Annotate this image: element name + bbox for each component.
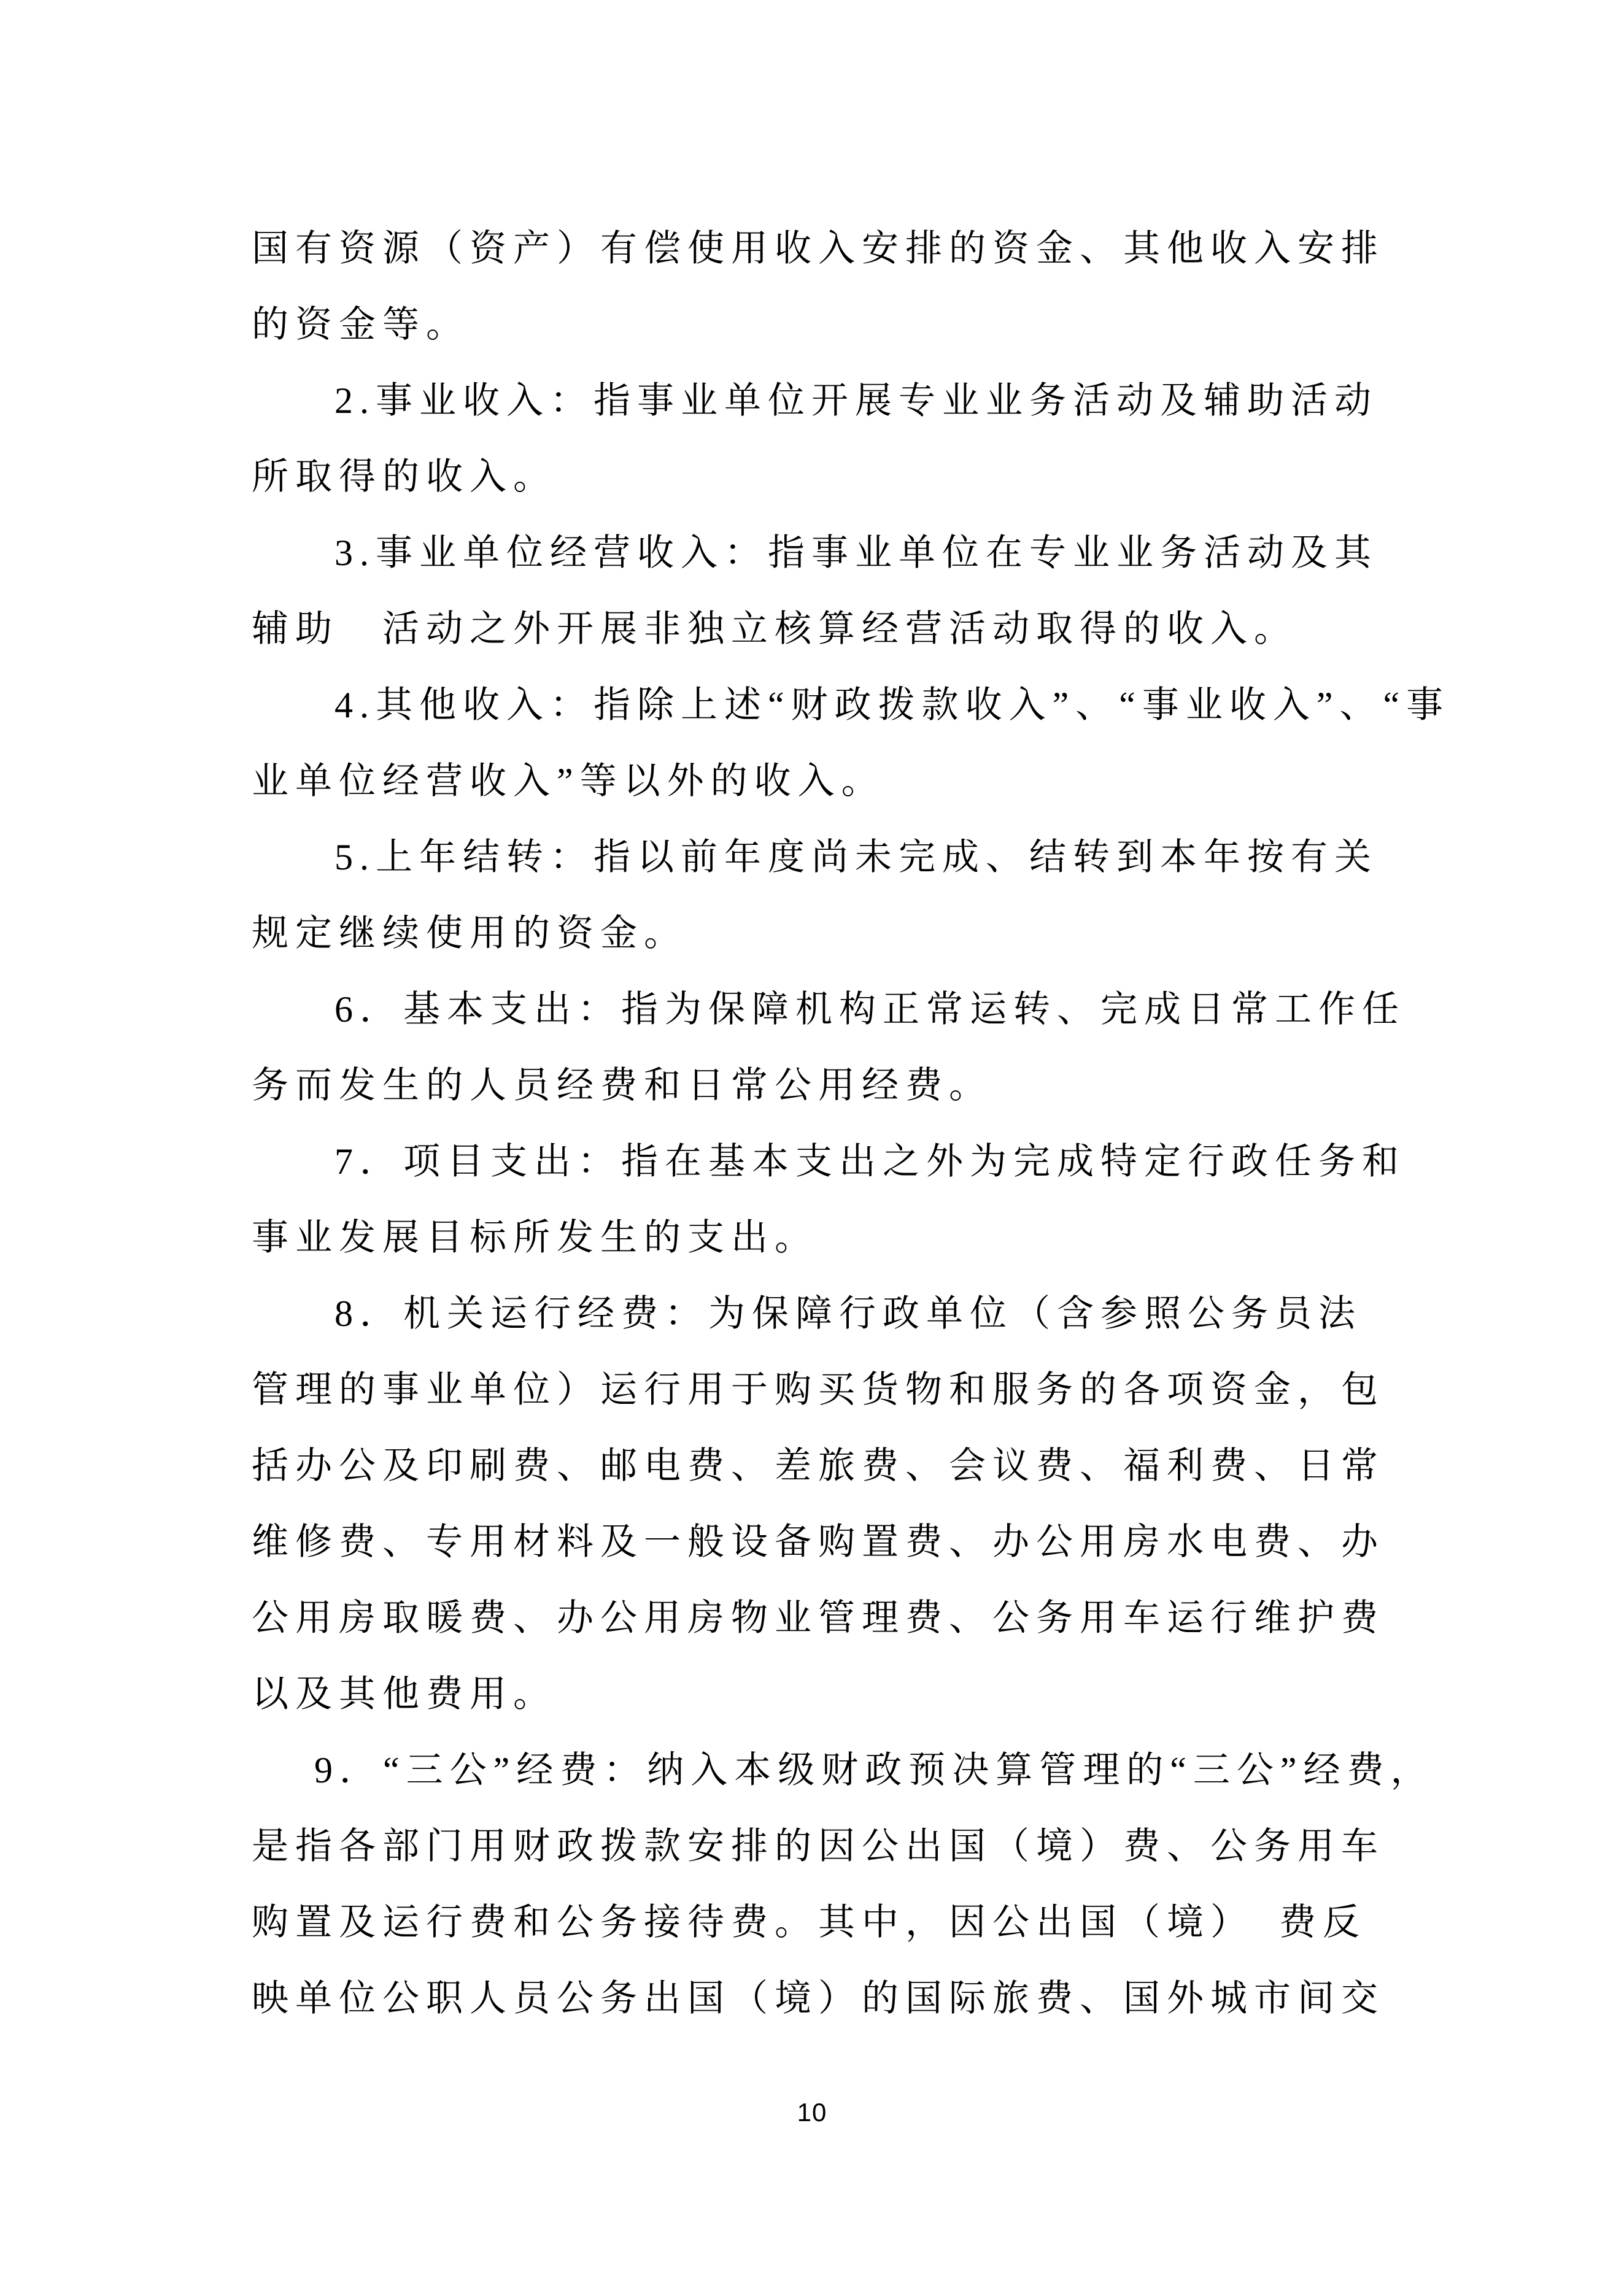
text-line: 3.事业单位经营收入：指事业单位在专业业务活动及其 — [334, 533, 1378, 573]
text-line: 映单位公职人员公务出国（境）的国际旅费、国外城市间交 — [252, 1978, 1385, 2019]
text-line: 以及其他费用。 — [252, 1674, 557, 1714]
text-line: 购置及运行费和公务接待费。其中，因公出国（境） 费反 — [252, 1902, 1366, 1943]
text-line: 国有资源（资产）有偿使用收入安排的资金、其他收入安排 — [252, 228, 1385, 269]
text-line: 事业发展目标所发生的支出。 — [252, 1217, 818, 1258]
text-line: 7．项目支出：指在基本支出之外为完成特定行政任务和 — [334, 1141, 1406, 1182]
text-line: 是指各部门用财政拨款安排的因公出国（境）费、公务用车 — [252, 1826, 1385, 1866]
text-line: 管理的事业单位）运行用于购买货物和服务的各项资金，包 — [252, 1370, 1385, 1410]
text-line: 8．机关运行经费：为保障行政单位（含参照公务员法 — [334, 1293, 1362, 1334]
text-line: 务而发生的人员经费和日常公用经费。 — [252, 1065, 992, 1106]
text-line: 9．“三公”经费：纳入本级财政预决算管理的“三公”经费， — [314, 1750, 1434, 1790]
page-number: 10 — [797, 2098, 827, 2127]
text-line: 2.事业收入：指事业单位开展专业业务活动及辅助活动 — [334, 380, 1378, 421]
text-line: 业单位经营收入”等以外的收入。 — [252, 761, 885, 801]
text-line: 维修费、专用材料及一般设备购置费、办公用房水电费、办 — [252, 1522, 1385, 1562]
text-line: 所取得的收入。 — [252, 457, 557, 497]
text-line: 公用房取暖费、办公用房物业管理费、公务用车运行维护费 — [252, 1598, 1385, 1638]
text-line: 辅助 活动之外开展非独立核算经营活动取得的收入。 — [252, 609, 1297, 649]
text-line: 的资金等。 — [252, 304, 470, 345]
text-line: 括办公及印刷费、邮电费、差旅费、会议费、福利费、日常 — [252, 1446, 1385, 1486]
text-line: 6．基本支出：指为保障机构正常运转、完成日常工作任 — [334, 989, 1406, 1030]
text-line: 4.其他收入：指除上述“财政拨款收入”、“事业收入”、“事 — [334, 685, 1450, 725]
document-body — [252, 210, 1450, 2036]
text-line: 规定继续使用的资金。 — [252, 913, 687, 953]
text-line: 5.上年结转：指以前年度尚未完成、结转到本年按有关 — [334, 837, 1378, 877]
